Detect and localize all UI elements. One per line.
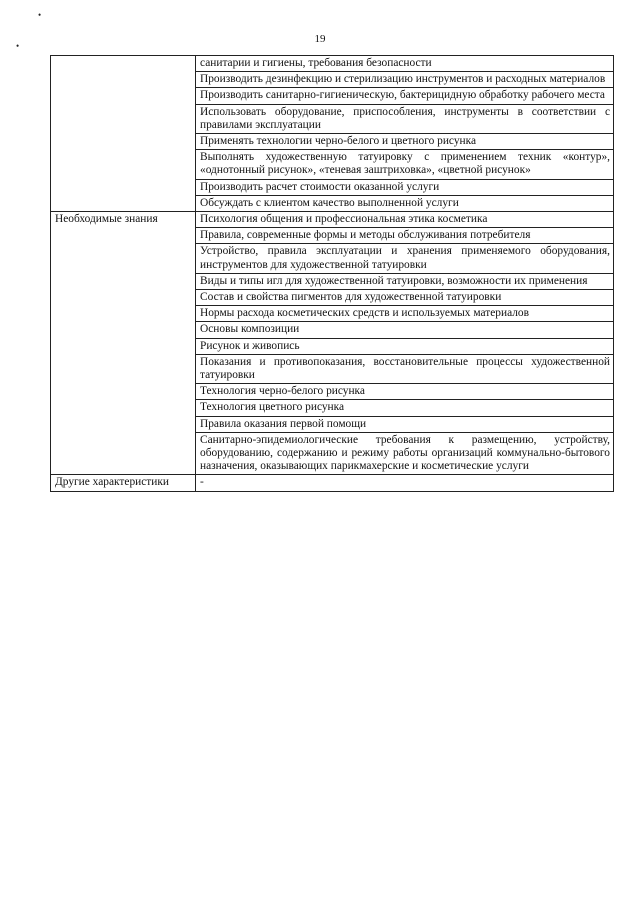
skills-label-cell (51, 56, 196, 212)
skill-item: Производить расчет стоимости оказанной услуги (196, 179, 614, 195)
other-characteristics-label: Другие характеристики (51, 475, 196, 491)
table-row (51, 475, 614, 491)
skill-item: санитарии и гигиены, требования безопасности (196, 56, 614, 72)
knowledge-label: Необходимые знания (51, 212, 196, 475)
knowledge-item: Показания и противопоказания, восстановительные процессы художественной татуировки (196, 354, 614, 383)
skill-item: Производить санитарно-гигиеническую, бактерицидную обработку рабочего места (196, 88, 614, 104)
knowledge-item: Правила оказания первой помощи (196, 416, 614, 432)
competency-table (50, 55, 614, 492)
knowledge-item: Рисунок и живопись (196, 338, 614, 354)
knowledge-item: Нормы расхода косметических средств и используемых материалов (196, 306, 614, 322)
scan-mark: • (16, 41, 20, 51)
skill-item: Выполнять художественную татуировку с применением техник «контур», «однотонный рисунок», «теневая заштриховка», «цветной рисунок» (196, 150, 614, 179)
table-row (51, 56, 614, 72)
knowledge-item: Устройство, правила эксплуатации и хранения применяемого оборудования, инструментов для художественной татуировки (196, 244, 614, 273)
knowledge-item: Психология общения и профессиональная этика косметика (196, 212, 614, 228)
skill-item: Использовать оборудование, приспособления, инструменты в соответствии с правилами эксплуатации (196, 104, 614, 133)
knowledge-item: Технология цветного рисунка (196, 400, 614, 416)
knowledge-item: Состав и свойства пигментов для художественной татуировки (196, 290, 614, 306)
knowledge-item: Санитарно-эпидемиологические требования к размещению, устройству, оборудованию, содержанию и режиму работы организаций коммунально-бытового назначения, оказывающих парикмахерские и косметические услуги (196, 432, 614, 475)
other-characteristics-value: - (196, 475, 614, 491)
skill-item: Обсуждать с клиентом качество выполненной услуги (196, 195, 614, 211)
skill-item: Применять технологии черно-белого и цветного рисунка (196, 134, 614, 150)
knowledge-item: Виды и типы игл для художественной татуировки, возможности их применения (196, 273, 614, 289)
table-row (51, 212, 614, 228)
knowledge-item: Технология черно-белого рисунка (196, 384, 614, 400)
knowledge-item: Правила, современные формы и методы обслуживания потребителя (196, 228, 614, 244)
knowledge-item: Основы композиции (196, 322, 614, 338)
page-number: 19 (314, 33, 326, 45)
skill-item: Производить дезинфекцию и стерилизацию инструментов и расходных материалов (196, 72, 614, 88)
scan-mark: • (38, 10, 42, 20)
